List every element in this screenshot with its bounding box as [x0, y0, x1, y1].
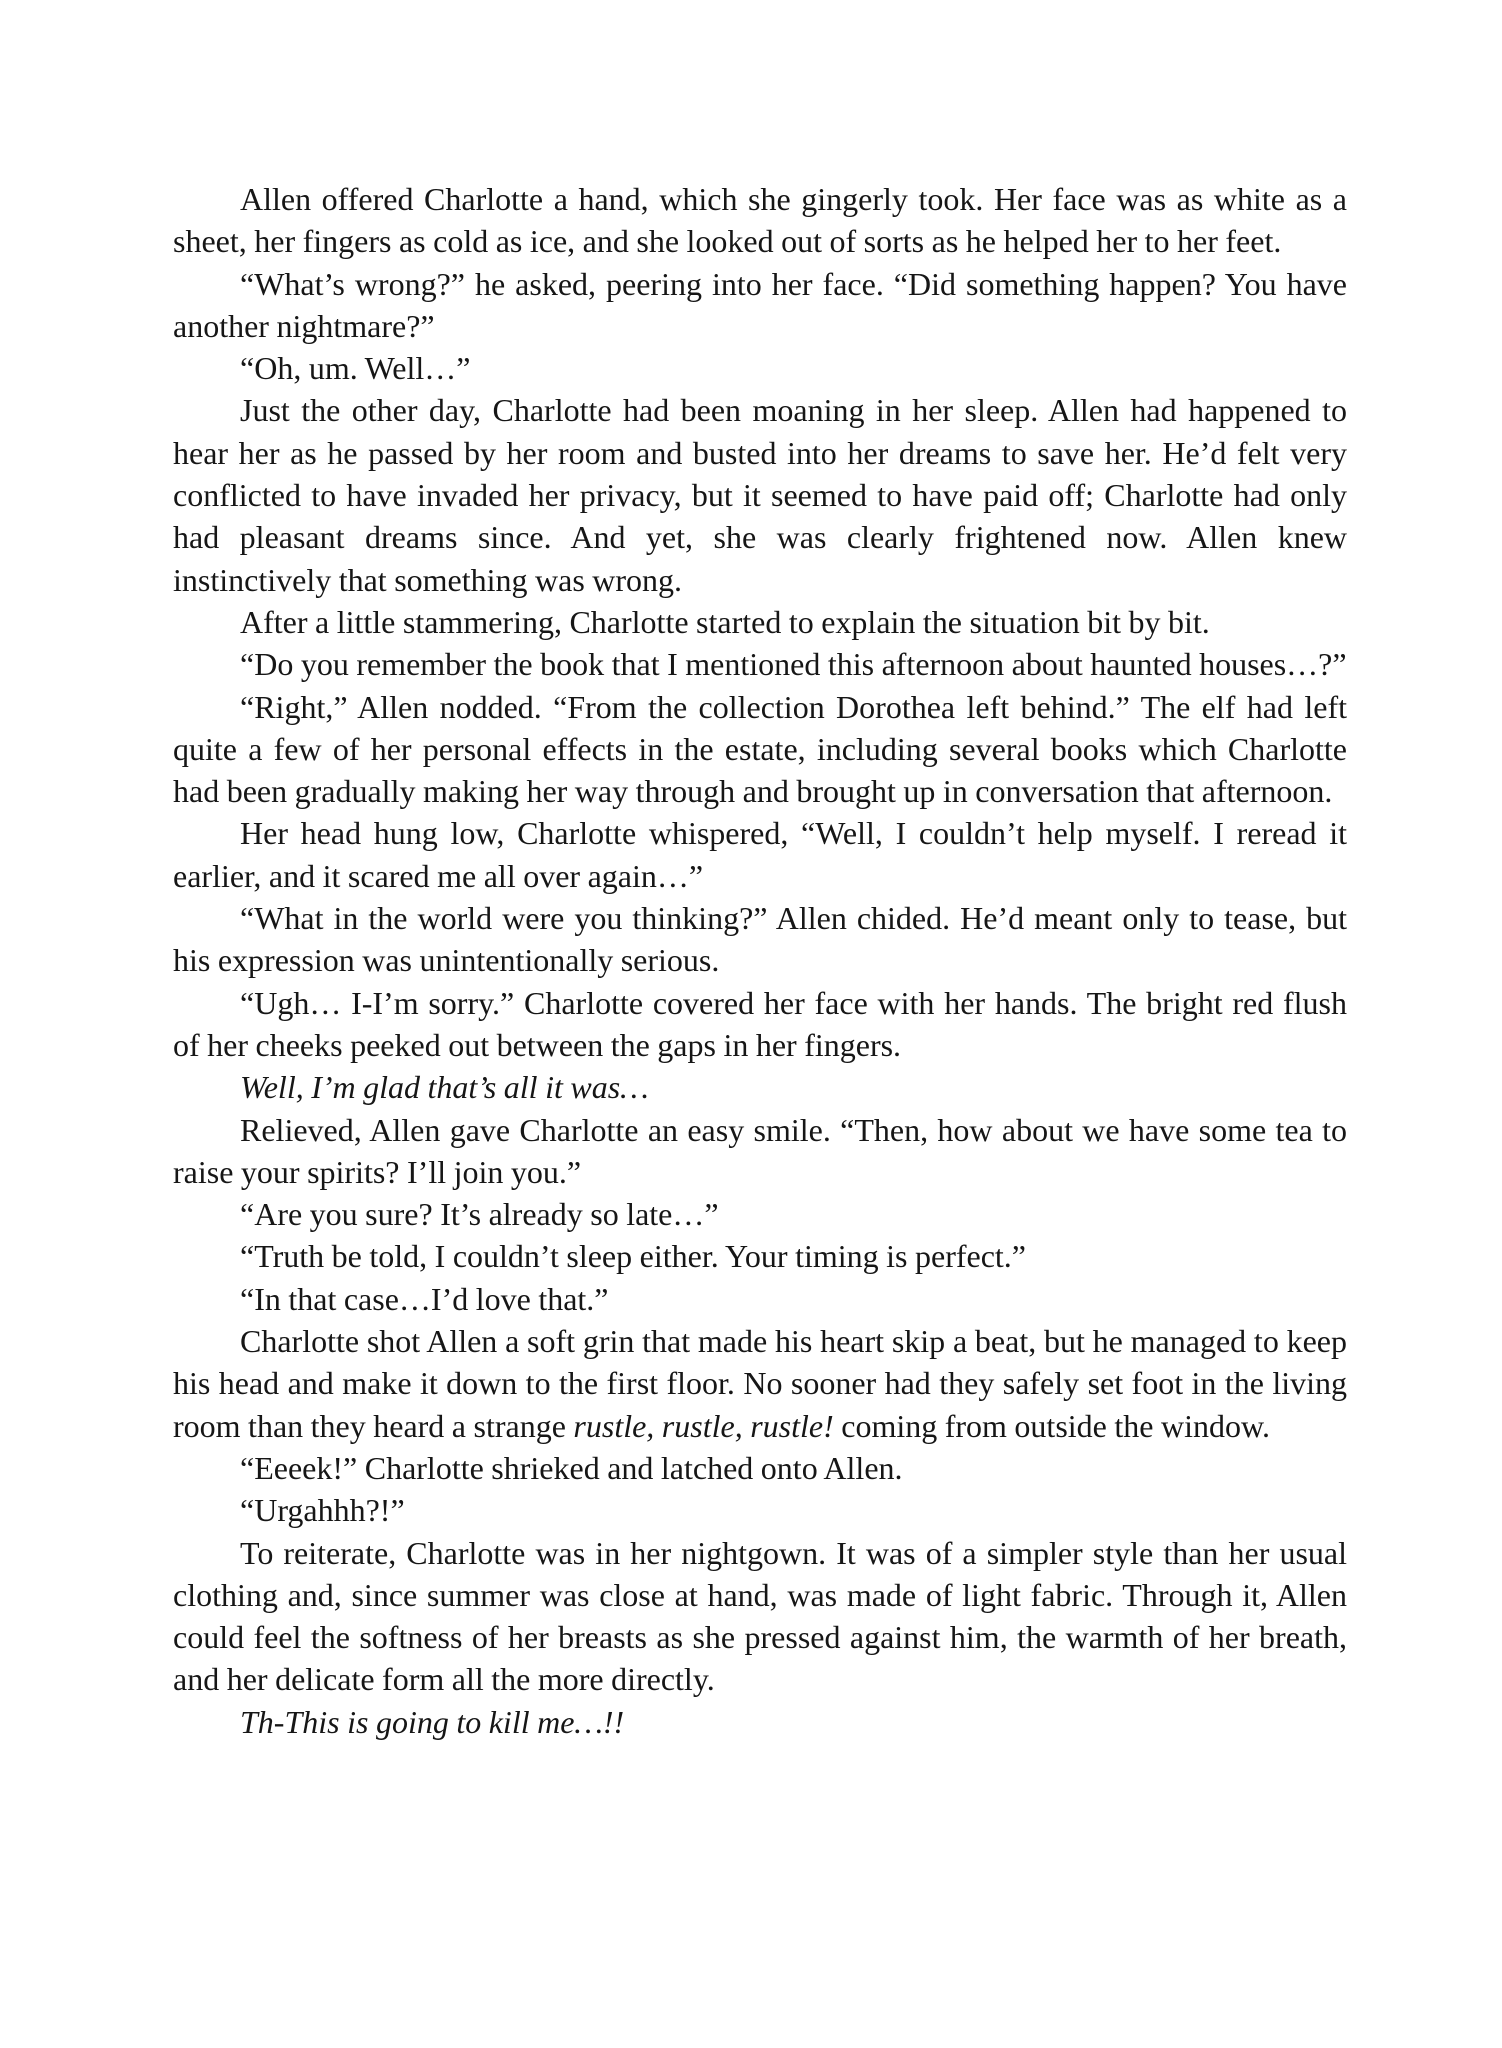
paragraph: [173, 389, 1347, 600]
paragraph: [173, 1193, 1347, 1235]
text-segment: Relieved, Allen gave Charlotte an easy smile. “Then, how about we have some tea to raise your spirits? I’ll join you.”: [173, 1111, 1347, 1190]
text-segment: To reiterate, Charlotte was in her nightgown. It was of a simpler style than her usual clothing and, since summer was close at hand, was made of light fabric. Through it, Allen could feel the softness of her breasts as she pressed against him, the warmth of her breath, and her delicate form all the more directly.: [173, 1534, 1347, 1698]
paragraph: [173, 812, 1347, 897]
paragraph: [173, 686, 1347, 813]
paragraph: [173, 178, 1347, 263]
paragraph: [173, 643, 1347, 685]
paragraph: [173, 1320, 1347, 1447]
text-segment: “Urgahhh?!”: [240, 1492, 405, 1529]
text-segment: Charlotte shot Allen a soft grin that made his heart skip a beat, but he managed to keep his head and make it down to the first floor. No sooner had they safely set foot in the living room than they heard a strange: [173, 1323, 1347, 1444]
text-segment: Just the other day, Charlotte had been moaning in her sleep. Allen had happened to hear her as he passed by her room and busted into her dreams to save her. He’d felt very conflicted to have invaded her privacy, but it seemed to have paid off; Charlotte had only had pleasant dreams since. And yet, she was clearly frightened now. Allen knew instinctively that something was wrong.: [173, 392, 1347, 598]
paragraph: [173, 1489, 1347, 1531]
text-segment: “Eeeek!” Charlotte shrieked and latched onto Allen.: [240, 1449, 903, 1486]
italic-text-segment: rustle, rustle, rustle!: [573, 1407, 834, 1444]
text-segment: coming from outside the window.: [833, 1407, 1270, 1444]
text-segment: “Right,” Allen nodded. “From the collection Dorothea left behind.” The elf had left quite a few of her personal effects in the estate, including several books which Charlotte had been gradually making her way through and brought up in conversation that afternoon.: [173, 688, 1347, 810]
paragraph: [173, 1066, 1347, 1108]
paragraph: [173, 1532, 1347, 1701]
paragraph: [173, 897, 1347, 982]
paragraph: [173, 601, 1347, 643]
italic-text-segment: Well, I’m glad that’s all it was…: [240, 1069, 649, 1106]
text-segment: “In that case…I’d love that.”: [240, 1280, 609, 1317]
italic-text-segment: Th-This is going to kill me…!!: [240, 1703, 625, 1740]
text-segment: Allen offered Charlotte a hand, which she gingerly took. Her face was as white as a sheet, her fingers as cold as ice, and she looked out of sorts as he helped her to her feet.: [173, 181, 1347, 260]
paragraph: [173, 1278, 1347, 1320]
text-block: [173, 178, 1347, 1743]
paragraph: [173, 1235, 1347, 1277]
text-segment: “Oh, um. Well…”: [240, 350, 471, 387]
paragraph: [173, 1109, 1347, 1194]
paragraph: [173, 1447, 1347, 1489]
text-segment: “Ugh… I-I’m sorry.” Charlotte covered her face with her hands. The bright red flush of her cheeks peeked out between the gaps in her fingers.: [173, 984, 1347, 1063]
text-segment: After a little stammering, Charlotte started to explain the situation bit by bit.: [240, 603, 1210, 640]
paragraph: [173, 1701, 1347, 1743]
paragraph: [173, 263, 1347, 348]
text-segment: “Do you remember the book that I mentioned this afternoon about haunted houses…?”: [240, 646, 1347, 683]
text-segment: “What’s wrong?” he asked, peering into her face. “Did something happen? You have another nightmare?”: [173, 265, 1347, 344]
paragraph: [173, 982, 1347, 1067]
text-segment: Her head hung low, Charlotte whispered, “Well, I couldn’t help myself. I reread it earlier, and it scared me all over again…”: [173, 815, 1347, 894]
text-segment: “Truth be told, I couldn’t sleep either. Your timing is perfect.”: [240, 1238, 1026, 1275]
text-segment: “Are you sure? It’s already so late…”: [240, 1196, 719, 1233]
paragraph: [173, 347, 1347, 389]
text-segment: “What in the world were you thinking?” Allen chided. He’d meant only to tease, but his expression was unintentionally serious.: [173, 900, 1347, 979]
